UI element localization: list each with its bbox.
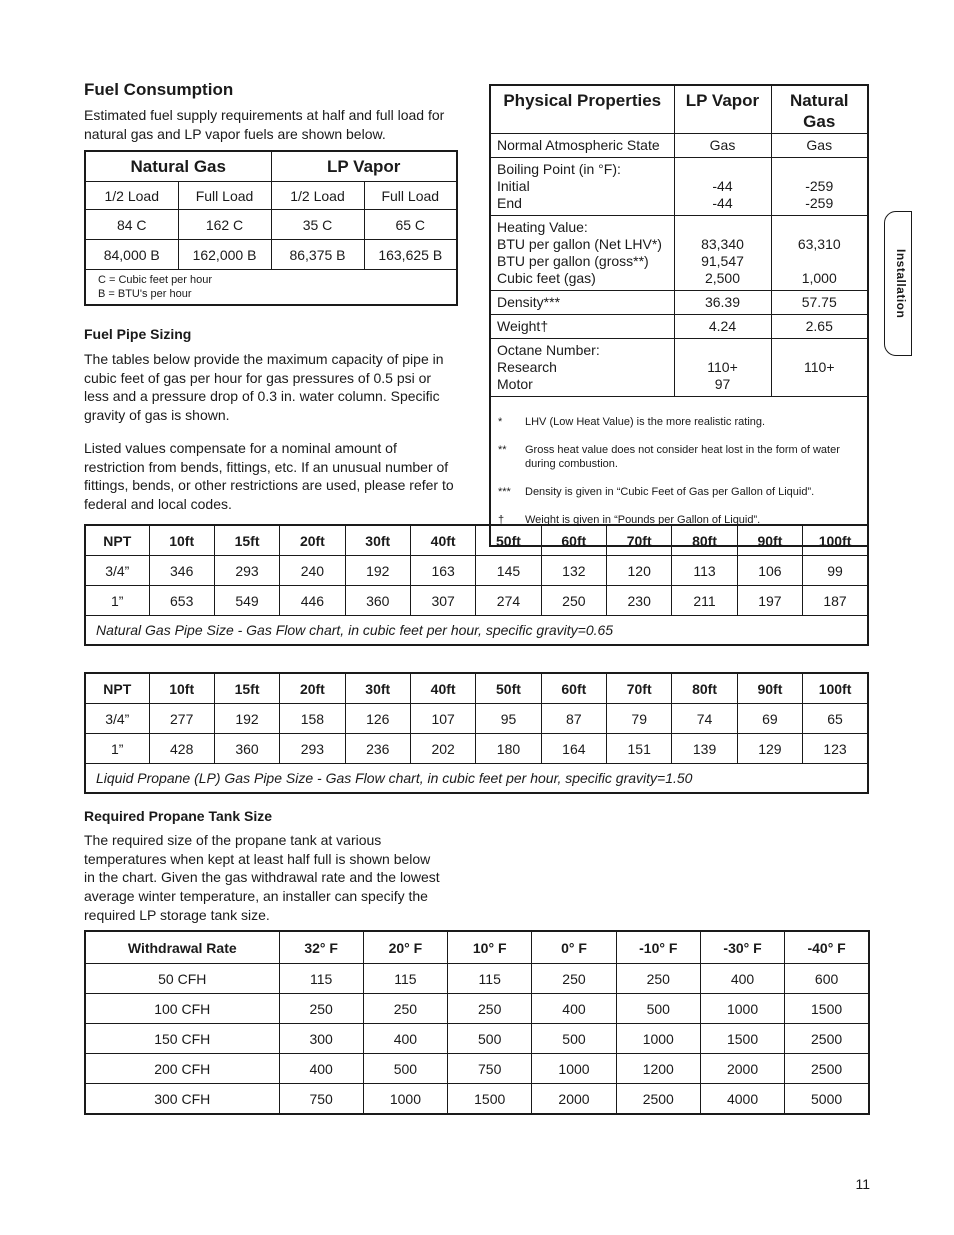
table-cell: 750 (279, 1084, 363, 1115)
table-cell: 158 (280, 704, 345, 734)
table-cell: 84 C (85, 210, 178, 240)
fuel-pipe-sizing-para-1: The tables below provide the maximum capacity of pipe in cubic feet of gas per hour for gas pressures of 0.5 psi or less and a pressure drop of 0.3 in. water column. Specific gravity of gas is shown. (84, 351, 444, 424)
phys-header: Natural Gas (771, 85, 868, 133)
propane-tank-title: Required Propane Tank Size (84, 808, 273, 824)
side-tab-label: Installation (894, 249, 908, 319)
table-cell: 65 (803, 704, 868, 734)
table-row (490, 314, 868, 338)
table-cell: 1000 (616, 1024, 700, 1054)
table-cell: 549 (214, 586, 279, 616)
table-cell: 300 CFH (85, 1084, 279, 1115)
table-cell: 1500 (700, 1024, 784, 1054)
table-row (85, 556, 868, 586)
table-cell: 446 (280, 586, 345, 616)
table-cell: 500 (363, 1054, 447, 1084)
table-cell: 163 (410, 556, 475, 586)
table-cell: 200 CFH (85, 1054, 279, 1084)
table-cell: 69 (737, 704, 802, 734)
table-cell: 1000 (363, 1084, 447, 1115)
table-cell: 162,000 B (178, 240, 271, 270)
table-cell: 192 (345, 556, 410, 586)
tank-header: Withdrawal Rate (85, 931, 279, 964)
table-cell: 500 (448, 1024, 532, 1054)
table-cell: 162 C (178, 210, 271, 240)
table-cell: 2500 (785, 1054, 869, 1084)
table-cell: 750 (448, 1054, 532, 1084)
table-cell: 400 (532, 994, 616, 1024)
fuel-sub-header: 1/2 Load (271, 182, 364, 210)
table-cell: 2500 (616, 1084, 700, 1115)
table-cell: 4000 (700, 1084, 784, 1115)
phys-note (498, 443, 861, 471)
table-cell: 307 (410, 586, 475, 616)
pipe-header: 40ft (410, 673, 475, 704)
table-cell: 132 (541, 556, 606, 586)
table-cell: 346 (149, 556, 214, 586)
phys-note (498, 415, 861, 429)
table-cell: 1200 (616, 1054, 700, 1084)
pipe-table-caption: Liquid Propane (LP) Gas Pipe Size - Gas Flow chart, in cubic feet per hour, specific gravity=1.50 (85, 764, 868, 794)
phys-lp-value: 36.39 (674, 290, 771, 314)
table-cell: 50 CFH (85, 964, 279, 994)
table-cell: 1000 (700, 994, 784, 1024)
table-cell: 300 (279, 1024, 363, 1054)
pipe-header: 40ft (410, 525, 475, 556)
pipe-header: 30ft (345, 673, 410, 704)
pipe-header: 80ft (672, 525, 737, 556)
table-cell: 115 (279, 964, 363, 994)
table-cell: 293 (280, 734, 345, 764)
fuel-pipe-sizing-para-2: Listed values compensate for a nominal amount of restriction from bends, fittings, etc. If an unusual number of fittings, bends, or other restrictions are used, please refer to federal and local codes. (84, 440, 454, 513)
table-cell: 187 (803, 586, 868, 616)
pipe-header: 50ft (476, 673, 541, 704)
pipe-header: NPT (85, 525, 149, 556)
pipe-header: 20ft (280, 525, 345, 556)
phys-note-text: Weight is given in “Pounds per Gallon of Liquid”. (525, 513, 761, 526)
pipe-header: 70ft (607, 673, 672, 704)
table-cell: 250 (532, 964, 616, 994)
table-cell: 192 (214, 704, 279, 734)
table-cell: 250 (448, 994, 532, 1024)
pipe-header: 20ft (280, 673, 345, 704)
propane-tank-intro: The required size of the propane tank at various temperatures when kept at least half full is shown below in the chart. Given the gas withdrawal rate and the lowest average winter temperature, an installer can specify the required LP storage tank size. (84, 832, 440, 923)
physical-properties-table (489, 84, 869, 547)
phys-note-text: LHV (Low Heat Value) is the more realistic rating. (525, 415, 766, 428)
table-cell: 400 (363, 1024, 447, 1054)
pipe-header: 70ft (607, 525, 672, 556)
phys-note-text: Density is given in “Cubic Feet of Gas per Gallon of Liquid”. (525, 485, 815, 498)
table-cell: 240 (280, 556, 345, 586)
phys-label: Octane Number: Research Motor (490, 338, 674, 396)
fuel-consumption-intro: Estimated fuel supply requirements at half and full load for natural gas and LP vapor fuels are shown below. (84, 107, 445, 142)
table-cell: 400 (279, 1054, 363, 1084)
tank-header: -30° F (700, 931, 784, 964)
table-cell: 35 C (271, 210, 364, 240)
phys-label: Heating Value: BTU per gallon (Net LHV*) BTU per gallon (gross**) Cubic feet (gas) (490, 215, 674, 290)
phys-header: LP Vapor (674, 85, 771, 133)
table-row (85, 1084, 869, 1115)
phys-ng-value: -259 -259 (771, 157, 868, 215)
phys-label: Density*** (490, 290, 674, 314)
phys-lp-value: 4.24 (674, 314, 771, 338)
table-cell: 87 (541, 704, 606, 734)
phys-ng-value: 110+ (771, 338, 868, 396)
pipe-header: 100ft (803, 525, 868, 556)
table-row (85, 734, 868, 764)
table-cell: 1” (85, 734, 149, 764)
fuel-table-notes: C = Cubic feet per hour B = BTU's per hour (85, 270, 457, 306)
table-row (85, 586, 868, 616)
table-cell: 113 (672, 556, 737, 586)
phys-ng-value: 2.65 (771, 314, 868, 338)
table-cell: 274 (476, 586, 541, 616)
pipe-header: NPT (85, 673, 149, 704)
table-cell: 250 (279, 994, 363, 1024)
table-row (85, 240, 457, 270)
table-cell: 500 (616, 994, 700, 1024)
table-cell: 95 (476, 704, 541, 734)
table-row (85, 1024, 869, 1054)
table-row (490, 133, 868, 157)
tank-header: 10° F (448, 931, 532, 964)
table-cell: 277 (149, 704, 214, 734)
table-cell: 1” (85, 586, 149, 616)
table-cell: 2000 (532, 1084, 616, 1115)
table-cell: 84,000 B (85, 240, 178, 270)
table-cell: 106 (737, 556, 802, 586)
table-cell: 1500 (785, 994, 869, 1024)
pipe-header: 90ft (737, 525, 802, 556)
table-cell: 74 (672, 704, 737, 734)
table-cell: 211 (672, 586, 737, 616)
table-cell: 180 (476, 734, 541, 764)
table-cell: 129 (737, 734, 802, 764)
table-cell: 250 (363, 994, 447, 1024)
fuel-sub-header: Full Load (178, 182, 271, 210)
table-cell: 428 (149, 734, 214, 764)
pipe-header: 80ft (672, 673, 737, 704)
table-cell: 202 (410, 734, 475, 764)
table-cell: 107 (410, 704, 475, 734)
table-cell: 600 (785, 964, 869, 994)
tank-header: -10° F (616, 931, 700, 964)
table-cell: 2000 (700, 1054, 784, 1084)
table-cell: 3/4” (85, 556, 149, 586)
fuel-group-header: Natural Gas (85, 151, 271, 182)
phys-label: Boiling Point (in °F): Initial End (490, 157, 674, 215)
phys-header: Physical Properties (490, 85, 674, 133)
table-cell: 120 (607, 556, 672, 586)
table-cell: 139 (672, 734, 737, 764)
pipe-header: 60ft (541, 673, 606, 704)
table-cell: 293 (214, 556, 279, 586)
pipe-header: 10ft (149, 673, 214, 704)
table-row (85, 994, 869, 1024)
pipe-header: 15ft (214, 673, 279, 704)
table-cell: 1500 (448, 1084, 532, 1115)
tank-header: -40° F (785, 931, 869, 964)
phys-lp-value: -44 -44 (674, 157, 771, 215)
table-cell: 151 (607, 734, 672, 764)
phys-ng-value: 63,310 1,000 (771, 215, 868, 290)
tank-header: 0° F (532, 931, 616, 964)
tank-header: 20° F (363, 931, 447, 964)
table-row (85, 210, 457, 240)
propane-tank-table (84, 930, 870, 1115)
table-cell: 115 (448, 964, 532, 994)
table-cell: 250 (541, 586, 606, 616)
phys-lp-value: 110+ 97 (674, 338, 771, 396)
fuel-group-header: LP Vapor (271, 151, 457, 182)
table-row (85, 1054, 869, 1084)
table-cell: 145 (476, 556, 541, 586)
table-cell: 150 CFH (85, 1024, 279, 1054)
table-cell: 2500 (785, 1024, 869, 1054)
fuel-consumption-title: Fuel Consumption (84, 80, 234, 99)
table-row (490, 157, 868, 215)
page-number: 11 (855, 1176, 870, 1192)
table-cell: 65 C (364, 210, 457, 240)
fuel-sub-header: 1/2 Load (85, 182, 178, 210)
table-cell: 400 (700, 964, 784, 994)
phys-note-mark: ** (498, 443, 507, 456)
phys-note-mark: *** (498, 485, 511, 498)
table-cell: 123 (803, 734, 868, 764)
fuel-sub-header: Full Load (364, 182, 457, 210)
table-cell: 197 (737, 586, 802, 616)
phys-lp-value: 83,340 91,547 2,500 (674, 215, 771, 290)
tank-header: 32° F (279, 931, 363, 964)
pipe-header: 90ft (737, 673, 802, 704)
table-cell: 230 (607, 586, 672, 616)
table-cell: 500 (532, 1024, 616, 1054)
fuel-pipe-sizing-title: Fuel Pipe Sizing (84, 326, 192, 342)
table-cell: 360 (345, 586, 410, 616)
pipe-header: 30ft (345, 525, 410, 556)
table-cell: 99 (803, 556, 868, 586)
pipe-header: 60ft (541, 525, 606, 556)
table-cell: 5000 (785, 1084, 869, 1115)
table-cell: 236 (345, 734, 410, 764)
fuel-consumption-table (84, 150, 458, 306)
table-cell: 115 (363, 964, 447, 994)
pipe-header: 15ft (214, 525, 279, 556)
phys-label: Weight† (490, 314, 674, 338)
phys-ng-value: 57.75 (771, 290, 868, 314)
table-row (85, 964, 869, 994)
table-cell: 164 (541, 734, 606, 764)
table-row (85, 704, 868, 734)
table-cell: 653 (149, 586, 214, 616)
table-row (490, 215, 868, 290)
pipe-header: 10ft (149, 525, 214, 556)
phys-note-mark: * (498, 415, 503, 428)
phys-label: Normal Atmospheric State (490, 133, 674, 157)
phys-lp-value: Gas (674, 133, 771, 157)
table-cell: 163,625 B (364, 240, 457, 270)
table-cell: 360 (214, 734, 279, 764)
table-row (490, 338, 868, 396)
table-cell: 3/4” (85, 704, 149, 734)
pipe-header: 100ft (803, 673, 868, 704)
phys-note (498, 485, 861, 499)
phys-note-text: Gross heat value does not consider heat lost in the form of water during combustion. (525, 443, 840, 470)
phys-note-mark: † (498, 513, 505, 526)
pipe-table-caption: Natural Gas Pipe Size - Gas Flow chart, in cubic feet per hour, specific gravity=0.65 (85, 616, 868, 646)
table-cell: 250 (616, 964, 700, 994)
pipe-header: 50ft (476, 525, 541, 556)
table-cell: 100 CFH (85, 994, 279, 1024)
table-cell: 86,375 B (271, 240, 364, 270)
table-row (490, 290, 868, 314)
table-cell: 79 (607, 704, 672, 734)
table-cell: 126 (345, 704, 410, 734)
natural-gas-pipe-table (84, 524, 869, 646)
phys-ng-value: Gas (771, 133, 868, 157)
lp-gas-pipe-table (84, 672, 869, 794)
table-cell: 1000 (532, 1054, 616, 1084)
